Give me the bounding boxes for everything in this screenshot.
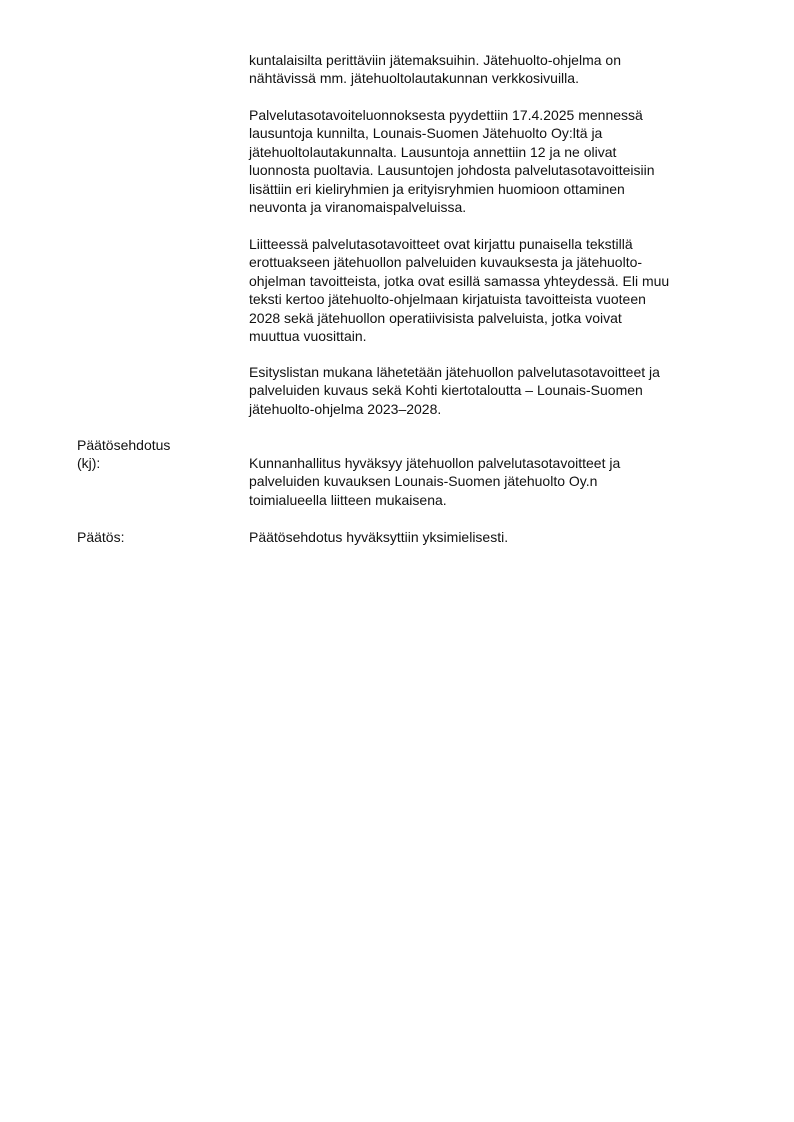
proposal-label-title: Päätösehdotus xyxy=(77,437,171,453)
paragraph-statements xyxy=(249,106,739,216)
text-line: lisättiin eri kieliryhmien ja erityisryhmien huomioon ottaminen xyxy=(249,180,625,197)
text-line: teksti kertoo jätehuolto-ohjelmaan kirjatuista tavoitteista vuoteen xyxy=(249,291,646,308)
paragraph-agenda-attachments xyxy=(249,363,739,418)
proposal-text xyxy=(249,454,739,509)
text-line: Esityslistan mukana lähetetään jätehuollon palvelutasotavoitteet ja xyxy=(249,364,660,380)
text-line: muuttua vuosittain. xyxy=(249,328,367,345)
text-line: kuntalaisilta perittäviin jätemaksuihin. Jätehuolto-ohjelma on xyxy=(249,52,621,68)
text-line: neuvonta ja viranomaispalveluissa. xyxy=(249,199,467,216)
text-line: Liitteessä palvelutasotavoitteet ovat kirjattu punaisella tekstillä xyxy=(249,236,633,252)
paragraph-attachment-description xyxy=(249,235,739,345)
proposal-label-role: (kj): xyxy=(77,455,101,472)
text-line: erottuakseen jätehuollon palveluiden kuvauksesta ja jätehuolto- xyxy=(249,254,643,271)
text-line: ohjelman tavoitteista, jotka ovat esillä samassa yhteydessä. Eli muu xyxy=(249,272,670,289)
decision-label-text: Päätös: xyxy=(77,529,125,545)
text-line: Palvelutasotavoiteluonnoksesta pyydettiin 17.4.2025 mennessä xyxy=(249,107,643,123)
text-line: jätehuoltolautakunnalta. Lausuntoja annettiin 12 ja ne olivat xyxy=(249,143,617,160)
text-line: lausuntoja kunnilta, Lounais-Suomen Jätehuolto Oy:ltä ja xyxy=(249,125,603,142)
text-line: toimialueella liitteen mukaisena. xyxy=(249,491,447,508)
text-line: palveluiden kuvaus sekä Kohti kiertotaloutta – Lounais-Suomen xyxy=(249,382,643,399)
text-line: Päätösehdotus hyväksyttiin yksimielisesti. xyxy=(249,529,509,545)
text-line: Kunnanhallitus hyväksyy jätehuollon palvelutasotavoitteet ja xyxy=(249,455,621,471)
text-line: luonnosta puoltavia. Lausuntojen johdosta palvelutasotavoitteisiin xyxy=(249,162,655,179)
proposal-label xyxy=(77,436,237,473)
paragraph-program-availability xyxy=(249,51,739,88)
decision-label xyxy=(77,528,237,546)
text-line: palveluiden kuvauksen Lounais-Suomen jätehuolto Oy.n xyxy=(249,473,598,490)
text-line: 2028 sekä jätehuollon operatiivisista palveluista, jotka voivat xyxy=(249,309,622,326)
text-line: jätehuolto-ohjelma 2023–2028. xyxy=(249,400,442,417)
text-line: nähtävissä mm. jätehuoltolautakunnan verkkosivuilla. xyxy=(249,70,579,87)
decision-text xyxy=(249,528,739,546)
